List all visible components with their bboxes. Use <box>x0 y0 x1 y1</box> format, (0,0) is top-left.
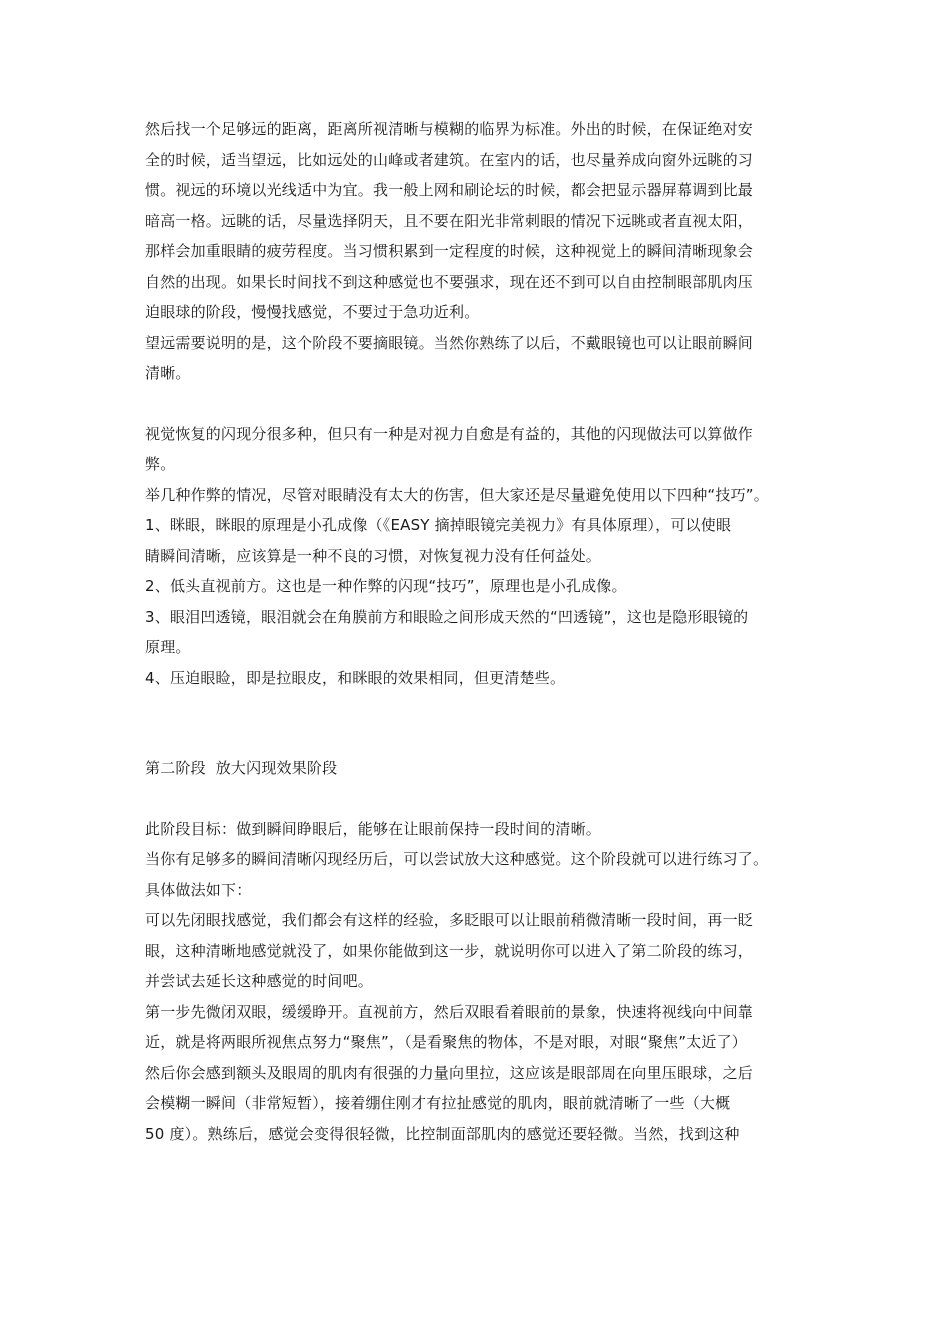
heading-text: 第二阶段 放大闪现效果阶段 <box>145 759 338 777</box>
paragraph-step-one <box>145 997 810 1150</box>
list-item-2 <box>145 571 810 602</box>
text-line: 原理。 <box>145 638 191 656</box>
list-item-4 <box>145 663 810 694</box>
list-item-3 <box>145 602 810 663</box>
document-body <box>145 114 810 1149</box>
text-line: 清晰。 <box>145 364 191 382</box>
paragraph-spacer <box>145 389 810 419</box>
text-line: 全的时候，适当望远，比如远处的山峰或者建筑。在室内的话，也尽量养成向窗外远眺的习 <box>145 150 754 169</box>
text-line: 近，就是将两眼所视焦点努力“聚焦”，（是看聚焦的物体，不是对眼，对眼“聚焦”太近了） <box>145 1033 747 1051</box>
text-line: 眼，这种清晰地感觉就没了，如果你能做到这一步，就说明你可以进入了第二阶段的练习， <box>145 941 754 960</box>
text-line: 暗高一格。远眺的话，尽量选择阴天，且不要在阳光非常刺眼的情况下远眺或者直视太阳， <box>145 211 754 230</box>
list-item-1 <box>145 510 810 571</box>
text-line: 视觉恢复的闪现分很多种，但只有一种是对视力自愈是有益的，其他的闪现做法可以算做作 <box>145 424 754 443</box>
text-line: 然后找一个足够远的距离，距离所视清晰与模糊的临界为标准。外出的时候，在保证绝对安 <box>145 120 754 138</box>
paragraph-blink-practice <box>145 905 810 997</box>
text-line: 50 度）。熟练后，感觉会变得很轻微，比控制面部肌肉的感觉还要轻微。当然，找到这种 <box>145 1124 740 1143</box>
text-line: 4、压迫眼睑，即是拉眼皮，和眯眼的效果相同，但更清楚些。 <box>145 668 566 687</box>
paragraph-distance-viewing <box>145 114 810 328</box>
text-line: 可以先闭眼找感觉，我们都会有这样的经验，多眨眼可以让眼前稍微清晰一段时间，再一眨 <box>145 911 754 929</box>
text-line: 举几种作弊的情况，尽管对眼睛没有太大的伤害，但大家还是尽量避免使用以下四种“技巧”。 <box>145 485 769 504</box>
section-heading <box>145 753 810 784</box>
text-line: 弊。 <box>145 455 176 473</box>
text-line: 当你有足够多的瞬间清晰闪现经历后，可以尝试放大这种感觉。这个阶段就可以进行练习了。 <box>145 850 769 868</box>
paragraph-stage-intro <box>145 844 810 905</box>
text-line: 1、眯眼，眯眼的原理是小孔成像（《EASY 摘掉眼镜完美视力》有具体原理），可以使眼 <box>145 516 732 534</box>
paragraph-spacer <box>145 693 810 753</box>
text-line: 望远需要说明的是，这个阶段不要摘眼镜。当然你熟练了以后，不戴眼镜也可以让眼前瞬间 <box>145 333 754 352</box>
text-line: 具体做法如下： <box>145 880 252 899</box>
text-line: 并尝试去延长这种感觉的时间吧。 <box>145 972 374 990</box>
text-line: 然后你会感到额头及眼周的肌肉有很强的力量向里拉，这应该是眼部周在向里压眼球，之后 <box>145 1063 754 1082</box>
text-line: 第一步先微闭双眼，缓缓睁开。直视前方，然后双眼看着眼前的景象，快速将视线向中间靠 <box>145 1002 754 1021</box>
paragraph-spacer <box>145 784 810 814</box>
text-line: 睛瞬间清晰，应该算是一种不良的习惯，对恢复视力没有任何益处。 <box>145 546 602 565</box>
text-line: 此阶段目标：做到瞬间睁眼后，能够在让眼前保持一段时间的清晰。 <box>145 819 602 838</box>
paragraph-cheating-intro <box>145 480 810 511</box>
text-line: 自然的出现。如果长时间找不到这种感觉也不要强求，现在还不到可以自由控制眼部肌肉压 <box>145 272 754 291</box>
text-line: 惯。视远的环境以光线适中为宜。我一般上网和刷论坛的时候，都会把显示器屏幕调到比最 <box>145 181 754 199</box>
paragraph-stage-goal <box>145 814 810 845</box>
text-line: 迫眼球的阶段，慢慢找感觉，不要过于急功近利。 <box>145 303 480 321</box>
text-line: 3、眼泪凹透镜，眼泪就会在角膜前方和眼睑之间形成天然的“凹透镜”，这也是隐形眼镜的 <box>145 607 749 626</box>
text-line: 会模糊一瞬间（非常短暂），接着绷住刚才有拉扯感觉的肌肉，眼前就清晰了一些（大概 <box>145 1094 731 1112</box>
paragraph-flash-types <box>145 419 810 480</box>
text-line: 那样会加重眼睛的疲劳程度。当习惯积累到一定程度的时候，这种视觉上的瞬间清晰现象会 <box>145 242 754 260</box>
paragraph-glasses-note <box>145 328 810 389</box>
text-line: 2、低头直视前方。这也是一种作弊的闪现“技巧”，原理也是小孔成像。 <box>145 577 627 595</box>
